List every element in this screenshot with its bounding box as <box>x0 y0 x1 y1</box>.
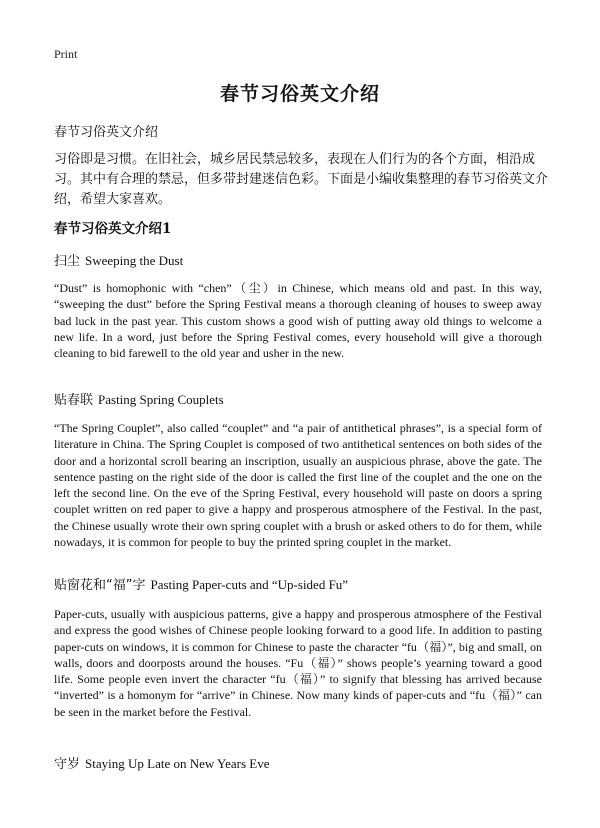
item-heading-cn: 扫尘 <box>54 254 81 269</box>
subtitle: 春节习俗英文介绍 <box>54 125 159 140</box>
item-heading-papercuts <box>54 574 348 593</box>
item-heading-couplets <box>54 389 224 408</box>
item-heading-staying-up <box>54 753 270 772</box>
item-heading-cn: 贴春联 <box>54 393 94 408</box>
item-heading-en: Sweeping the Dust <box>85 253 184 268</box>
item-heading-en: Pasting Spring Couplets <box>98 392 224 407</box>
paragraph-papercuts: Paper-cuts, usually with auspicious patterns, give a happy and prosperous atmosphere of the Festival and express the good wishes of Chinese people looking forward to a good life. In addition to pasting paper-cuts on windows, it is common for Chinese to paste the character “fu（福）”, big and small, on walls, doors and doorposts around the houses. “Fu（福）” shows people’s yearning toward a good life. Some people even invert the character “fu（福）” to signify that blessing has arrived because “inverted” is a homonym for “arrive” in Chinese. Now many kinds of paper-cuts and “fu（福）” can be seen in the market before the Festival. <box>54 607 542 719</box>
paragraph-couplets: “The Spring Couplet”, also called “couplet” and “a pair of antithetical phrases”, is a special form of literature in China. The Spring Couplet is composed of two antithetical sentences on both sides of the door and a horizontal scroll bearing an inscription, usually an auspicious phrase, above the gate. The sentence pasting on the right side of the door is called the first line of the couplet and the one on the left the second line. On the eve of the Spring Festival, every household will paste on doors a spring couplet written on red paper to give a happy and prosperous atmosphere of the Festival. In the past, the Chinese usually wrote their own spring couplet with a brush or asked others to do for them, while nowadays, it is common for people to buy the printed spring couplet in the market. <box>54 421 542 550</box>
print-link[interactable]: Print <box>54 47 78 61</box>
item-heading-sweeping <box>54 250 183 269</box>
page-title: 春节习俗英文介绍 <box>219 83 380 105</box>
item-heading-en: Staying Up Late on New Years Eve <box>85 756 270 771</box>
item-heading-cn: 贴窗花和“福”字 <box>54 578 146 593</box>
paragraph-sweeping: “Dust” is homophonic with “chen”（尘）in Chinese, which means old and past. In this way, “sweeping the dust” before the Spring Festival means a thorough cleaning of houses to sweep away bad luck in the past year. This custom shows a good wish of putting away old things to welcome a new life. In a word, just before the Spring Festival comes, every household will give a thorough cleaning to bid farewell to the old year and usher in the new. <box>54 281 542 361</box>
item-heading-en: Pasting Paper-cuts and “Up-sided Fu” <box>150 577 349 592</box>
item-heading-cn: 守岁 <box>54 757 81 772</box>
intro-paragraph: 习俗即是习惯。在旧社会，城乡居民禁忌较多，表现在人们行为的各个方面，相沿成习。其中有合理的禁忌，但多带封建迷信色彩。下面是小编收集整理的春节习俗英文介绍，希望大家喜欢。 <box>54 152 549 207</box>
section-heading: 春节习俗英文介绍1 <box>54 221 172 237</box>
